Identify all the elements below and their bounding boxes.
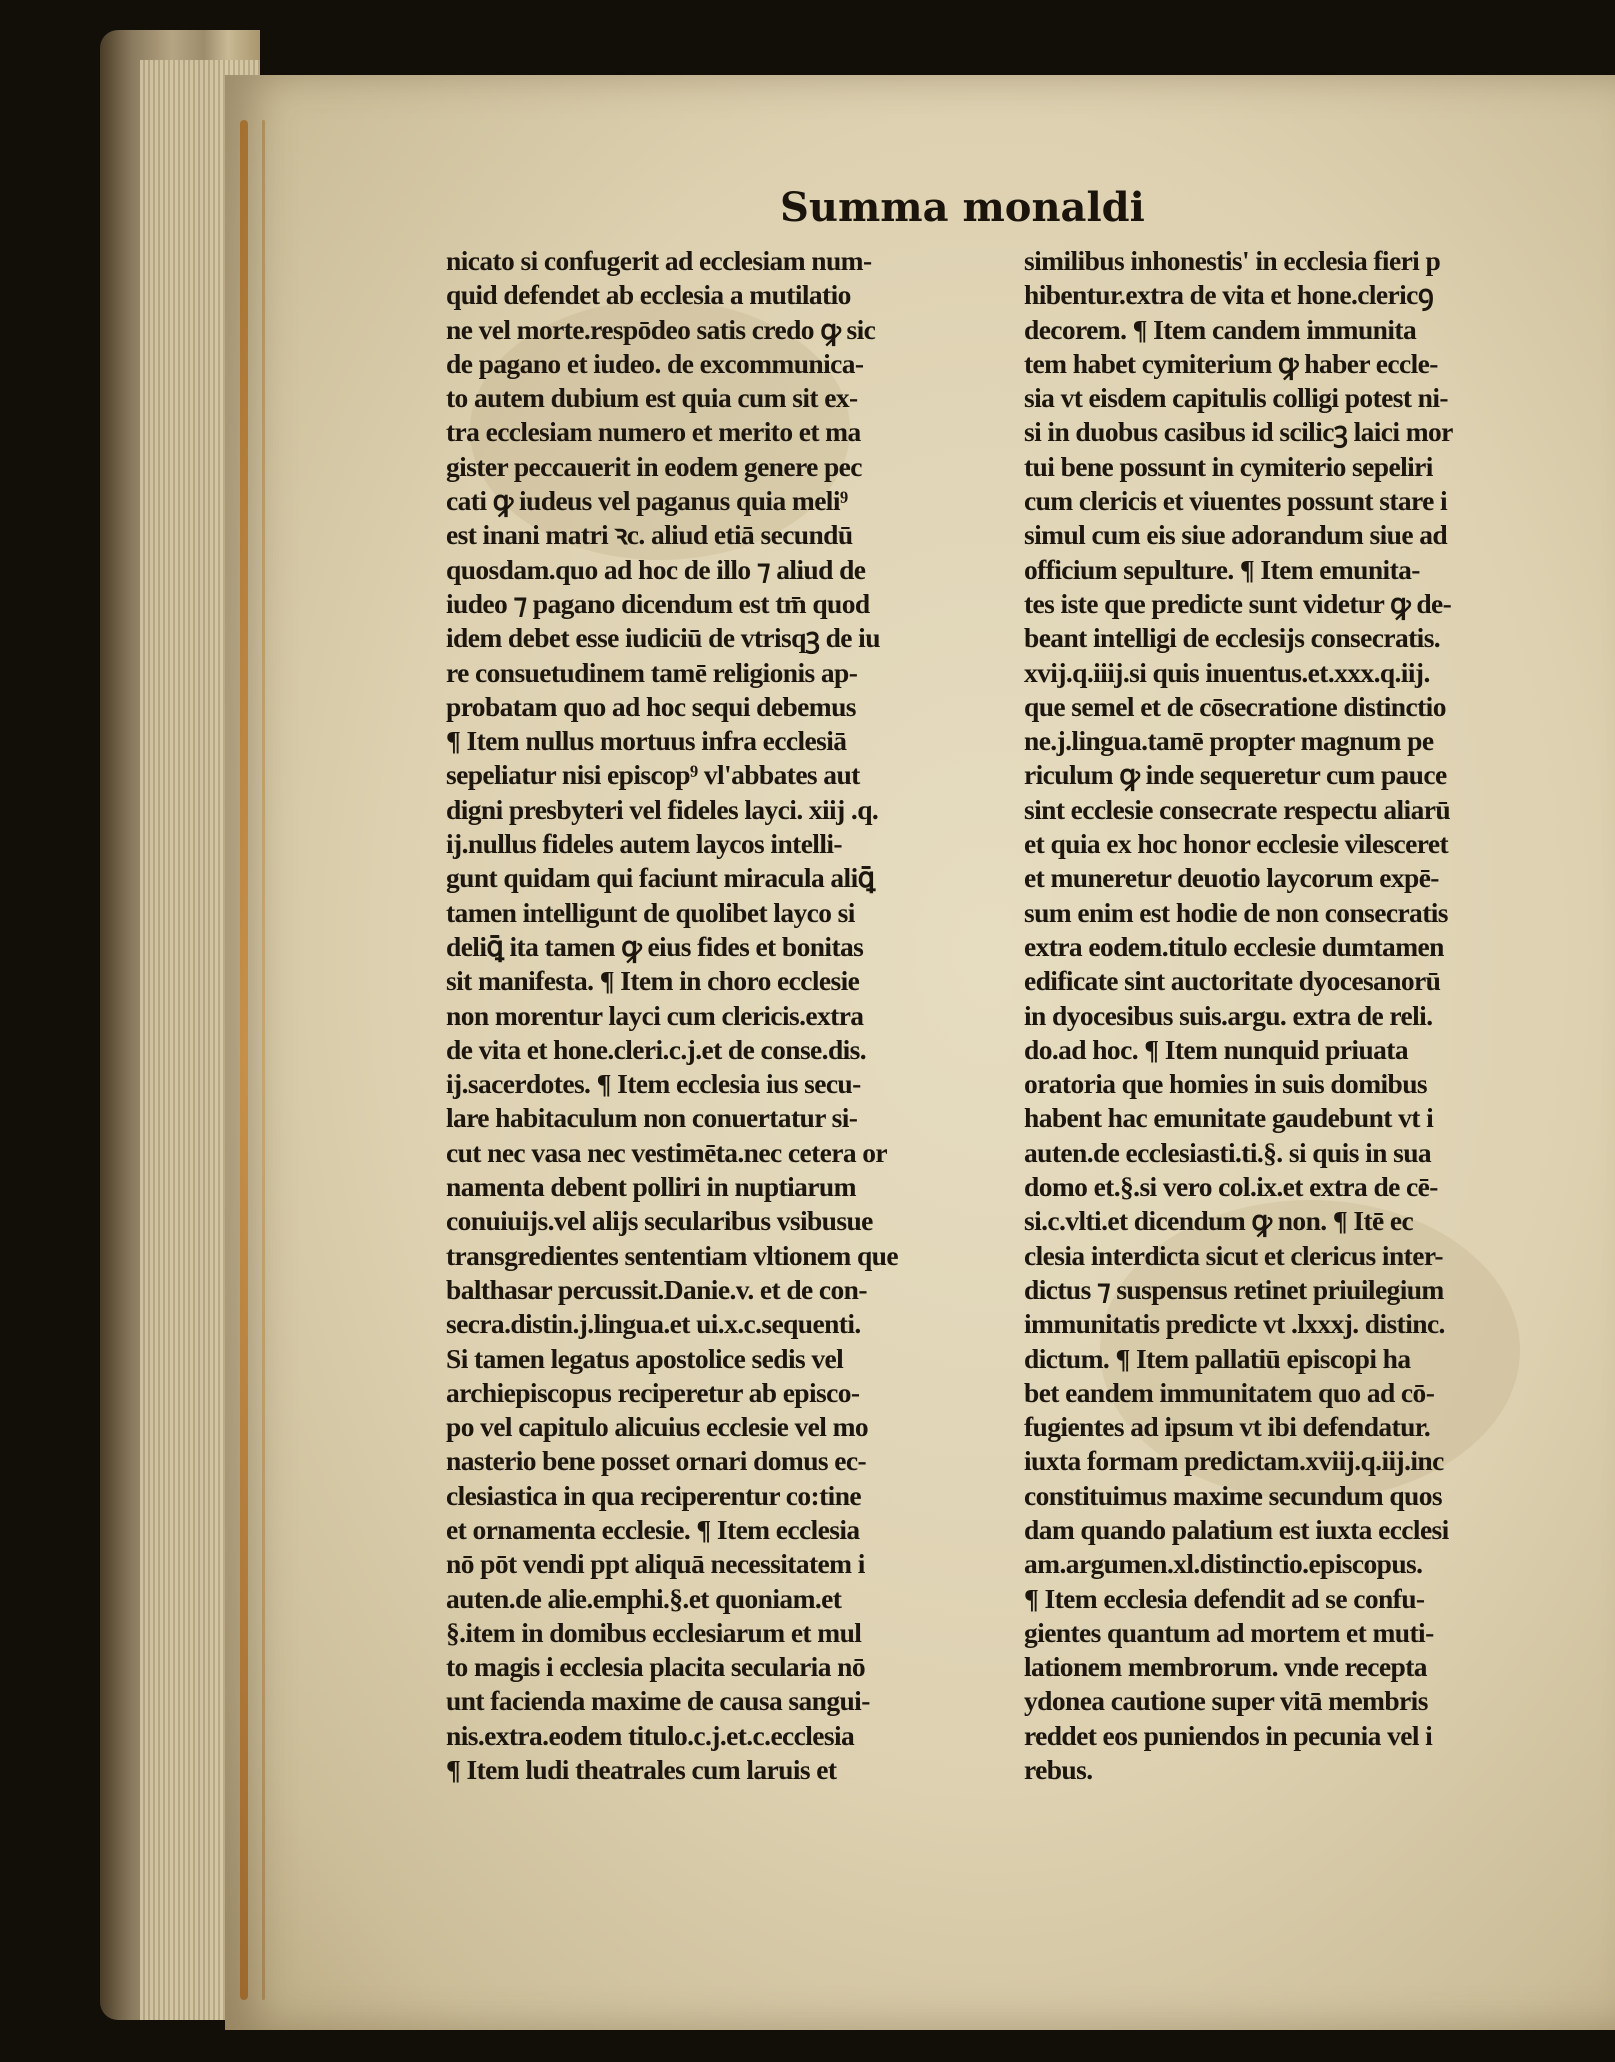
text-line: fugientes ad ipsum vt ibi defendatur. xyxy=(1024,1411,1431,1443)
text-line: sit manifesta. ¶ Item in choro ecclesie xyxy=(446,965,860,997)
text-line: gunt quidam qui faciunt miracula aliꝗ̄ xyxy=(446,862,875,894)
text-line: immunitatis predicte vt .lxxxj. distinc. xyxy=(1024,1308,1445,1340)
text-line: gister peccauerit in eodem genere pec xyxy=(446,450,862,482)
text-line: to autem dubium est quia cum sit ex- xyxy=(446,382,858,414)
text-line: officium sepulture. ¶ Item emunita- xyxy=(1024,553,1420,585)
text-line: xvij.q.iiij.si quis inuentus.et.xxx.q.iij. xyxy=(1024,656,1430,688)
text-line: re consuetudinem tamē religionis ap- xyxy=(446,656,858,688)
text-line: et ornamenta ecclesie. ¶ Item ecclesia xyxy=(446,1513,860,1545)
text-line: tra ecclesiam numero et merito et ma xyxy=(446,416,861,448)
text-line: archiepiscopus reciperetur ab episco- xyxy=(446,1376,860,1408)
text-line: clesia interdicta sicut et clericus inter- xyxy=(1024,1239,1443,1271)
text-line: lationem membrorum. vnde recepta xyxy=(1024,1651,1427,1683)
text-line: cum clericis et viuentes possunt stare i xyxy=(1024,485,1448,517)
text-line: riculum ꝙ inde sequeretur cum pauce xyxy=(1024,759,1447,791)
text-line: iuxta formam predictam.xviij.q.iij.inc xyxy=(1024,1445,1444,1477)
text-line: bet eandem immunitatem quo ad cō- xyxy=(1024,1376,1435,1408)
text-line: clesiastica in qua reciperentur co:tine xyxy=(446,1479,862,1511)
text-column-left xyxy=(446,244,1001,1787)
text-line: hibentur.extra de vita et hone.clericꝯ xyxy=(1024,279,1434,311)
text-line: am.argumen.xl.distinctio.episcopus. xyxy=(1024,1548,1423,1580)
text-line: tamen intelligunt de quolibet layco si xyxy=(446,896,855,928)
text-line: digni presbyteri vel fideles layci. xiij .q. xyxy=(446,793,879,825)
text-line: dictus ⁊ suspensus retinet priuilegium xyxy=(1024,1273,1444,1305)
text-line: cut nec vasa nec vestimēta.nec cetera or xyxy=(446,1136,888,1168)
text-line: balthasar percussit.Danie.v. et de con- xyxy=(446,1273,867,1305)
text-line: auten.de ecclesiasti.ti.§. si quis in sua xyxy=(1024,1136,1432,1168)
text-line: de pagano et iudeo. de excommunica- xyxy=(446,347,864,379)
text-line: domo et.§.si vero col.ix.et extra de cē- xyxy=(1024,1171,1438,1203)
text-line: iudeo ⁊ pagano dicendum est tm̄ quod xyxy=(446,587,870,619)
text-line: ¶ Item ecclesia defendit ad se confu- xyxy=(1024,1582,1425,1614)
text-line: nasterio bene posset ornari domus ec- xyxy=(446,1445,867,1477)
text-line: quosdam.quo ad hoc de illo ⁊ aliud de xyxy=(446,553,866,585)
running-head: Summa monaldi xyxy=(780,184,1145,231)
text-line: oratoria que homies in suis domibus xyxy=(1024,1068,1428,1100)
text-line: in dyocesibus suis.argu. extra de reli. xyxy=(1024,999,1433,1031)
text-line: quid defendet ab ecclesia a mutilatio xyxy=(446,279,851,311)
text-line: si in duobus casibus id scilicꝫ laici mor xyxy=(1024,416,1453,448)
text-line: cati ꝙ iudeus vel paganus quia meli⁹ xyxy=(446,485,848,517)
text-line: ¶ Item ludi theatrales cum laruis et xyxy=(446,1754,837,1786)
text-line: probatam quo ad hoc sequi debemus xyxy=(446,690,856,722)
text-line: dam quando palatium est iuxta ecclesi xyxy=(1024,1513,1449,1545)
text-line: sint ecclesie consecrate respectu aliarū xyxy=(1024,793,1451,825)
text-line: ij.sacerdotes. ¶ Item ecclesia ius secu- xyxy=(446,1068,861,1100)
text-line: conuiuijs.vel alijs secularibus vsibusue xyxy=(446,1205,873,1237)
text-line: edificate sint auctoritate dyocesanorū xyxy=(1024,965,1441,997)
text-line: simul cum eis siue adorandum siue ad xyxy=(1024,519,1448,551)
text-line: beant intelligi de ecclesijs consecratis. xyxy=(1024,622,1441,654)
text-line: reddet eos puniendos in pecunia vel i xyxy=(1024,1719,1433,1751)
text-line: Si tamen legatus apostolice sedis vel xyxy=(446,1342,844,1374)
text-line: tui bene possunt in cymiterio sepeliri xyxy=(1024,450,1433,482)
gutter-shadow xyxy=(240,120,248,2000)
text-line: namenta debent polliri in nuptiarum xyxy=(446,1171,856,1203)
text-line: et muneretur deuotio laycorum expē- xyxy=(1024,862,1439,894)
text-line: tes iste que predicte sunt videtur ꝙ de- xyxy=(1024,587,1452,619)
text-line: to magis i ecclesia placita secularia nō xyxy=(446,1651,865,1683)
text-line: gientes quantum ad mortem et muti- xyxy=(1024,1616,1434,1648)
text-line: et quia ex hoc honor ecclesie vilesceret xyxy=(1024,828,1449,860)
text-line: §.item in domibus ecclesiarum et mul xyxy=(446,1616,862,1648)
text-line: sia vt eisdem capitulis colligi potest ni- xyxy=(1024,382,1448,414)
text-line: po vel capitulo alicuius ecclesie vel mo xyxy=(446,1411,869,1443)
text-line: transgredientes sententiam vltionem que xyxy=(446,1239,898,1271)
text-line: constituimus maxime secundum quos xyxy=(1024,1479,1442,1511)
text-line: non morentur layci cum clericis.extra xyxy=(446,999,864,1031)
text-line: sepeliatur nisi episcop⁹ vl'abbates aut xyxy=(446,759,860,791)
text-line: nō pōt vendi ppt aliquā necessitatem i xyxy=(446,1548,865,1580)
text-line: dictum. ¶ Item pallatiū episcopi ha xyxy=(1024,1342,1411,1374)
gutter-shadow-secondary xyxy=(262,120,265,2000)
text-line: ¶ Item nullus mortuus infra ecclesiā xyxy=(446,725,847,757)
text-line: que semel et de cōsecratione distinctio xyxy=(1024,690,1446,722)
text-line: unt facienda maxime de causa sangui- xyxy=(446,1685,870,1717)
text-line: similibus inhonestis' in ecclesia fieri p xyxy=(1024,245,1441,276)
text-line: rebus. xyxy=(1024,1754,1093,1786)
text-line: ne vel morte.respōdeo satis credo ꝙ sic xyxy=(446,313,876,345)
text-line: tem habet cymiterium ꝙ haber eccle- xyxy=(1024,347,1438,379)
text-line: sum enim est hodie de non consecratis xyxy=(1024,896,1448,928)
text-line: ij.nullus fideles autem laycos intelli- xyxy=(446,828,842,860)
text-line: habent hac emunitate gaudebunt vt i xyxy=(1024,1102,1434,1134)
text-line: est inani matri ꝛc. aliud etiā secundū xyxy=(446,519,853,551)
text-line: nicato si confugerit ad ecclesiam num- xyxy=(446,245,872,276)
text-line: decorem. ¶ Item candem immunita xyxy=(1024,313,1417,345)
text-line: lare habitaculum non conuertatur si- xyxy=(446,1102,858,1134)
text-line: de vita et hone.cleri.c.j.et de conse.dis. xyxy=(446,1033,867,1065)
text-line: ne.j.lingua.tamē propter magnum pe xyxy=(1024,725,1434,757)
text-line: si.c.vlti.et dicendum ꝙ non. ¶ Itē ec xyxy=(1024,1205,1414,1237)
text-column-right xyxy=(1024,244,1599,1787)
text-line: do.ad hoc. ¶ Item nunquid priuata xyxy=(1024,1033,1408,1065)
text-line: ydonea cautione super vitā membris xyxy=(1024,1685,1428,1717)
text-line: nis.extra.eodem titulo.c.j.et.c.ecclesia xyxy=(446,1719,855,1751)
text-line: auten.de alie.emphi.§.et quoniam.et xyxy=(446,1582,842,1614)
text-line: deliꝗ̄ ita tamen ꝙ eius fides et bonitas xyxy=(446,930,864,962)
text-line: idem debet esse iudiciū de vtrisqꝫ de iu xyxy=(446,622,880,654)
text-line: secra.distin.j.lingua.et ui.x.c.sequenti. xyxy=(446,1308,861,1340)
text-line: extra eodem.titulo ecclesie dumtamen xyxy=(1024,930,1444,962)
